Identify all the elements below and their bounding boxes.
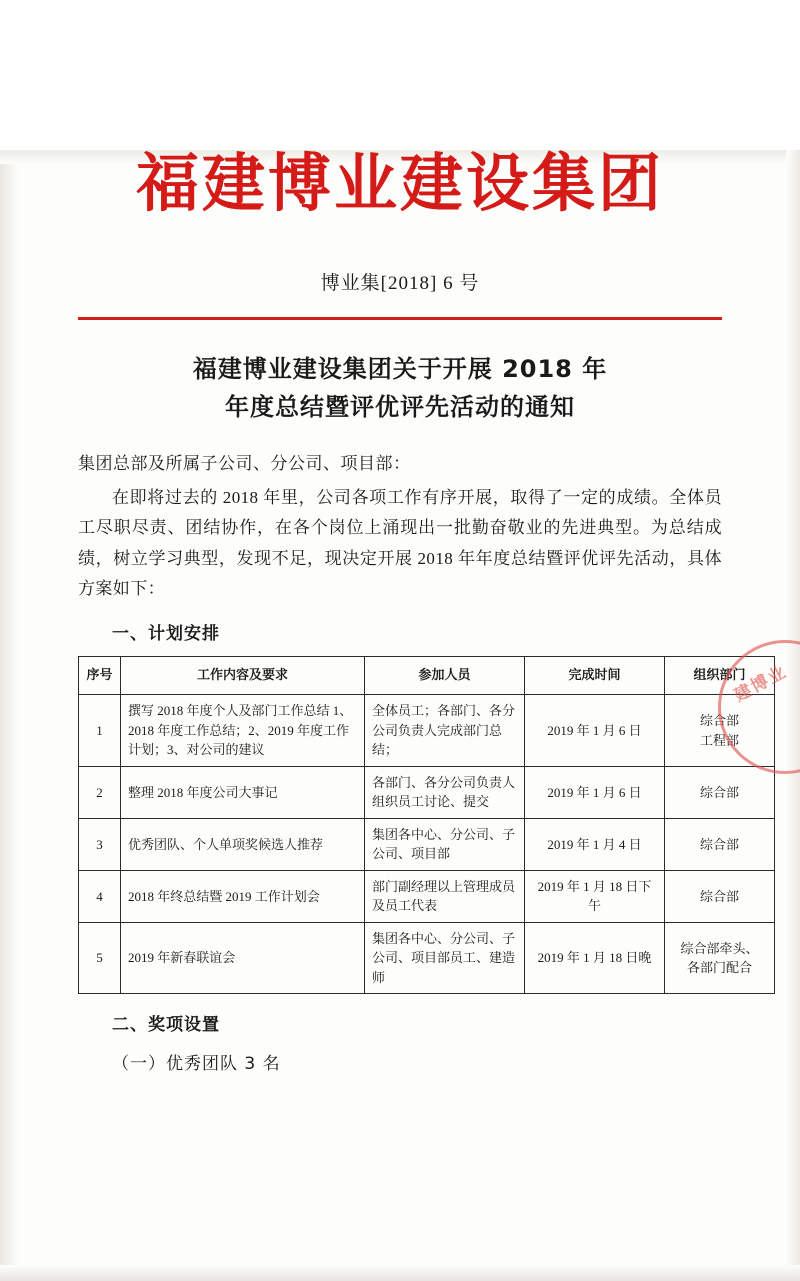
table-row: [79, 922, 775, 994]
cell-task: 优秀团队、个人单项奖候选人推荐: [121, 818, 365, 870]
department-line: 综合部: [699, 836, 739, 852]
column-header-department: 组织部门: [665, 656, 775, 695]
salutation: 集团总部及所属子公司、分公司、项目部：: [78, 453, 411, 473]
cell-department: [665, 766, 775, 818]
table-header-row: [79, 656, 775, 695]
department-line: 各部门配合: [686, 960, 752, 976]
organization-title: 福建博业建设集团: [136, 147, 664, 220]
cell-department: [665, 922, 775, 994]
cell-index: 1: [79, 695, 121, 767]
cell-people: 各部门、各分公司负责人组织员工讨论、提交: [365, 766, 525, 818]
document-content: [0, 147, 800, 1075]
plan-table: [78, 656, 775, 995]
cell-deadline: 2019 年 1 月 6 日: [525, 695, 665, 767]
section-heading-awards: 二、奖项设置: [112, 1015, 220, 1036]
cell-deadline: 2019 年 1 月 4 日: [525, 818, 665, 870]
column-header-deadline: 完成时间: [525, 656, 665, 695]
document-title-line-2: 年度总结暨评优评先活动的通知: [225, 393, 575, 422]
column-header-index: 序号: [79, 656, 121, 695]
table-row: [79, 870, 775, 922]
column-header-people: 参加人员: [365, 656, 525, 695]
cell-people: 全体员工；各部门、各分公司负责人完成部门总结；: [365, 695, 525, 767]
body-paragraph: 在即将过去的 2018 年里，公司各项工作有序开展，取得了一定的成绩。全体员工尽职尽责、团结协作，在各个岗位上涌现出一批勤奋敬业的先进典型。为总结成绩，树立学习典型，发现不足，现决定开展 2018 年年度总结暨评优评先活动，具体方案如下：: [78, 487, 722, 599]
cell-index: 2: [79, 766, 121, 818]
cell-deadline: 2019 年 1 月 18 日晚: [525, 922, 665, 994]
department-line: 综合部: [699, 713, 739, 729]
table-row: [79, 695, 775, 767]
cell-people: 部门副经理以上管理成员及员工代表: [365, 870, 525, 922]
cell-task: 2019 年新春联谊会: [121, 922, 365, 994]
department-line: 工程部: [699, 732, 739, 748]
red-divider-rule: [78, 317, 722, 320]
cell-department: [665, 870, 775, 922]
table-row: [79, 818, 775, 870]
department-line: 综合部: [699, 888, 739, 904]
document-number: 博业集[2018] 6 号: [320, 273, 480, 295]
column-header-task: 工作内容及要求: [121, 656, 365, 695]
cell-people: 集团各中心、分公司、子公司、项目部员工、建造师: [365, 922, 525, 994]
department-line: 综合部: [699, 784, 739, 800]
section-heading-plan: 一、计划安排: [112, 623, 220, 644]
table-row: [79, 766, 775, 818]
department-line: 综合部牵头、: [680, 940, 759, 956]
award-item-team: （一）优秀团队 3 名: [112, 1054, 281, 1075]
cell-task: 2018 年终总结暨 2019 工作计划会: [121, 870, 365, 922]
document-page: [0, 147, 800, 1281]
cell-people: 集团各中心、分公司、子公司、项目部: [365, 818, 525, 870]
cell-index: 4: [79, 870, 121, 922]
cell-task: 撰写 2018 年度个人及部门工作总结 1、2018 年度工作总结；2、2019 年度工作计划；3、对公司的建议: [121, 695, 365, 767]
cell-department: [665, 818, 775, 870]
seal-text: 建博业: [730, 661, 791, 707]
cell-index: 5: [79, 922, 121, 994]
document-title: [78, 350, 722, 427]
scan-edge-bottom: [0, 1265, 800, 1281]
document-title-line-1: 福建博业建设集团关于开展 2018 年: [192, 355, 608, 384]
cell-deadline: 2019 年 1 月 6 日: [525, 766, 665, 818]
cell-deadline: 2019 年 1 月 18 日下午: [525, 870, 665, 922]
cell-task: 整理 2018 年度公司大事记: [121, 766, 365, 818]
cell-index: 3: [79, 818, 121, 870]
